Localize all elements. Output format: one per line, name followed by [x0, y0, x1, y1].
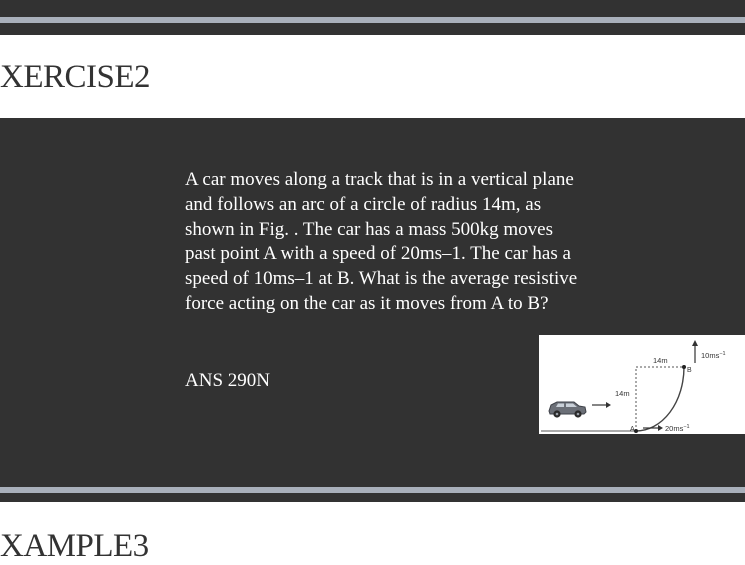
label-side-distance: 14m: [615, 389, 630, 398]
bottom-divider-stripe: [0, 487, 745, 493]
top-divider-stripe: [0, 17, 745, 23]
question-text: A car moves along a track that is in a vertical plane and follows an arc of a circle of radius 14m, as shown in Fig. . The car has a mass 500kg moves past point A with a speed of 20ms–1. The car has a speed of 10ms–1 at B. What is the average resistive force acting on the car as it moves from A to B?: [185, 169, 578, 314]
car-icon: [549, 402, 586, 418]
label-top-distance: 14m: [653, 356, 668, 365]
car-direction-arrowhead: [606, 402, 611, 408]
track-diagram: [539, 335, 745, 434]
label-speed-a: $20ms^{-1}$: [665, 424, 690, 433]
label-point-b: B: [687, 367, 692, 374]
example-heading: XAMPLE3: [0, 528, 149, 564]
exercise-heading: XERCISE2: [0, 59, 151, 95]
point-b-dot: [682, 365, 686, 369]
track-figure: [539, 335, 745, 434]
speed-a-arrowhead: [658, 425, 663, 431]
label-speed-b: $10ms^{-1}$: [701, 351, 726, 360]
answer-text: ANS 290N: [185, 370, 270, 391]
arc-track: [636, 367, 684, 431]
speed-b-arrowhead: [692, 340, 698, 346]
label-point-a: A: [630, 426, 635, 433]
